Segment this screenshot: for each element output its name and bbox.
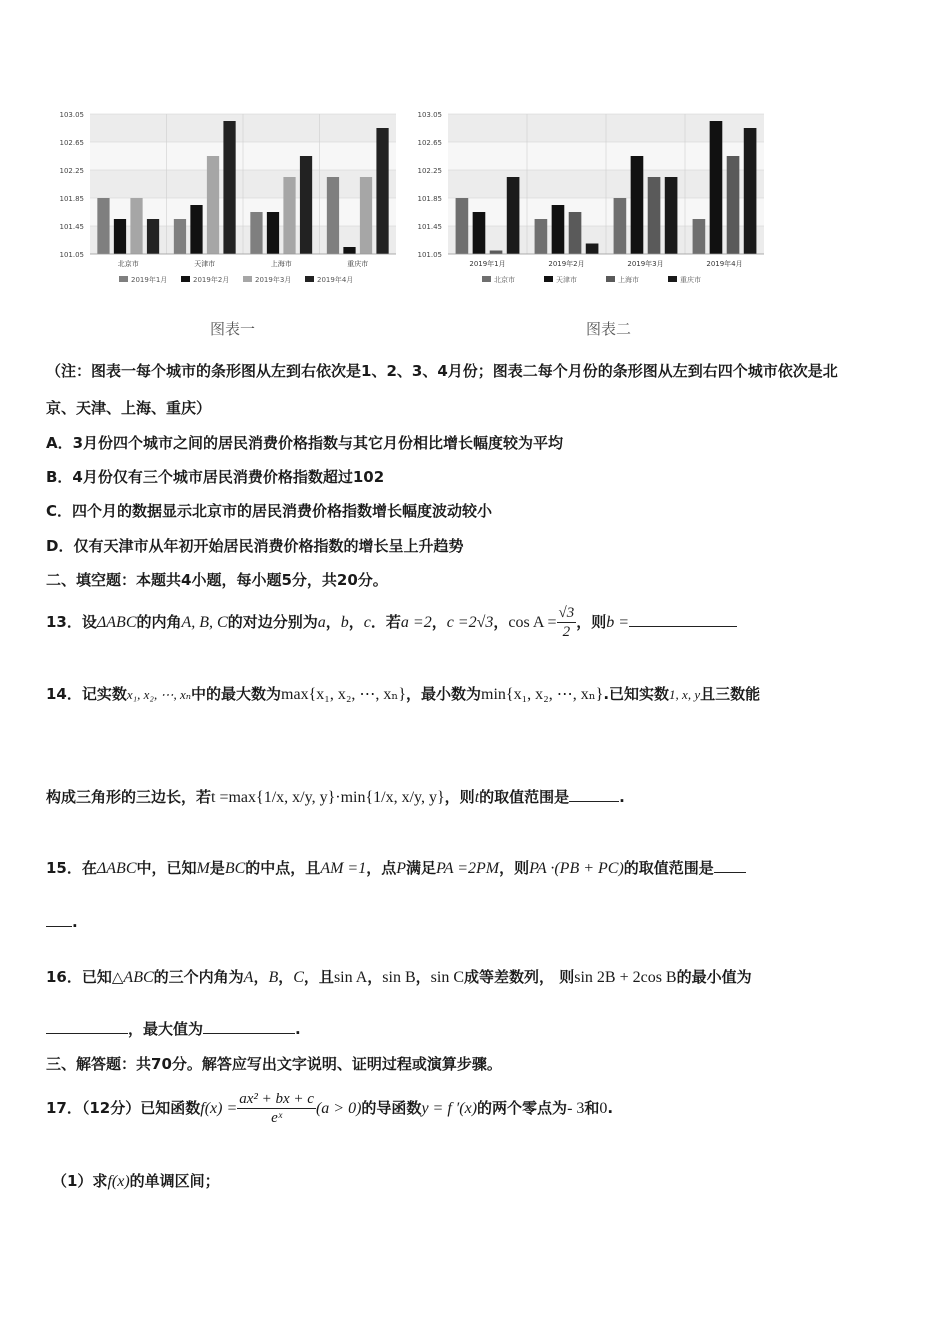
section-three-heading: 三、解答题：共70分。解答应写出文字说明、证明过程或演算步骤。 — [46, 1055, 502, 1073]
q15-p: P — [396, 860, 407, 877]
option-d: D．仅有天津市从年初开始居民消费价格指数的增长呈上升趋势 — [46, 537, 464, 555]
q14-text: 中的最大数为 — [191, 685, 282, 703]
q13-label: 13．设 — [46, 613, 97, 631]
legend-swatch — [668, 276, 677, 282]
question-17 — [46, 1090, 613, 1127]
y-tick-label: 102.65 — [417, 139, 442, 147]
q16-sin-a: sin A — [333, 969, 368, 986]
legend-swatch — [181, 276, 190, 282]
q16-text: 的三个内角为 — [153, 968, 244, 986]
q13-triangle: ΔABC — [96, 614, 137, 631]
q15-text: ，则 — [499, 859, 530, 877]
q13-b-query: b = — [606, 614, 630, 631]
legend-swatch — [243, 276, 252, 282]
bar — [174, 219, 186, 254]
q15-bc: BC — [224, 860, 246, 877]
q15-label: 15．在 — [46, 859, 97, 877]
chart-two — [408, 108, 770, 290]
bar — [665, 177, 678, 254]
bar — [360, 177, 372, 254]
q15-text: ，点 — [366, 859, 397, 877]
legend-label: 天津市 — [556, 276, 577, 284]
legend-swatch — [482, 276, 491, 282]
q13-condition-a: a =2 — [400, 614, 432, 631]
question-14-cont: 构成三角形的三边长，若t =max{1/x, x/y, y}·min{1/x, x/y, y}，则t的取值范围是 . — [46, 788, 625, 806]
q13-answer-blank[interactable] — [629, 612, 737, 627]
x-tick-label: 2019年4月 — [706, 260, 743, 268]
q17-numerator: ax² + bx + c — [239, 1091, 314, 1107]
y-tick-label: 101.05 — [59, 251, 84, 259]
q15-text: 的取值范围是 — [623, 859, 714, 877]
chart-two-svg — [408, 108, 770, 290]
option-b: B．4月份仅有三个城市居民消费价格指数超过102 — [46, 468, 385, 486]
bar — [490, 251, 503, 255]
x-tick-label: 重庆市 — [347, 260, 369, 268]
legend-swatch — [544, 276, 553, 282]
chart-one-caption: 图表一 — [210, 320, 256, 338]
q13-angles: A, B, C — [181, 614, 228, 631]
q15-m: M — [196, 860, 210, 877]
y-tick-label: 101.85 — [59, 195, 84, 203]
bar — [250, 212, 262, 254]
y-tick-label: 101.85 — [417, 195, 442, 203]
q17-text: . — [607, 1099, 614, 1117]
q13-numerator: √3 — [558, 605, 575, 621]
x-tick-label: 上海市 — [270, 260, 292, 268]
q14-min: min{x₁, x₂, ⋯, xₙ} — [481, 686, 604, 703]
x-tick-label: 2019年3月 — [627, 260, 664, 268]
q13-denominator: 2 — [562, 624, 571, 640]
y-tick-label: 101.05 — [417, 251, 442, 259]
bar — [552, 205, 565, 254]
q17-zero-2: 0 — [599, 1100, 608, 1117]
question-16: 16．已知△ABC的三个内角为A，B，C，且sin A，sin B，sin C成等差数列， 则sin 2B + 2cos B的最小值为 — [46, 968, 752, 986]
q16-max-blank[interactable] — [203, 1019, 295, 1034]
bar — [473, 212, 486, 254]
legend-label: 2019年3月 — [255, 276, 292, 284]
chart-two-caption: 图表二 — [586, 320, 632, 338]
x-tick-label: 天津市 — [194, 260, 216, 268]
bar — [147, 219, 159, 254]
q14-text: ，最小数为 — [406, 685, 482, 703]
note-line-1: （注：图表一每个城市的条形图从左到右依次是1、2、3、4月份；图表二每个月份的条形图从左到右四个城市依次是北 — [46, 362, 838, 380]
legend-label: 2019年1月 — [131, 276, 168, 284]
legend-swatch — [606, 276, 615, 282]
legend-label: 2019年4月 — [317, 276, 354, 284]
q16-c: C — [293, 969, 304, 986]
q14-answer-blank[interactable] — [569, 787, 619, 802]
q16-label: 16．已知△ — [46, 968, 124, 986]
q14-label: 14．记实数 — [46, 685, 127, 703]
q17-text: 的导函数 — [361, 1099, 422, 1117]
question-17-part-1 — [52, 1170, 220, 1191]
bar — [343, 247, 355, 254]
q14-vars: 1, x, y — [669, 687, 701, 702]
legend-swatch — [305, 276, 314, 282]
question-14 — [46, 683, 760, 704]
bar — [207, 156, 219, 254]
bar — [114, 219, 126, 254]
q13-cos: cos A = — [508, 614, 557, 631]
y-tick-label: 103.05 — [417, 111, 442, 119]
bar — [631, 156, 644, 254]
bar — [693, 219, 706, 254]
y-tick-label: 102.65 — [59, 139, 84, 147]
q17-part1-fx: f(x) — [107, 1173, 130, 1190]
y-tick-label: 102.25 — [59, 167, 84, 175]
y-tick-label: 102.25 — [417, 167, 442, 175]
legend-label: 2019年2月 — [193, 276, 230, 284]
q17-label: 17．（12分）已知函数 — [46, 1099, 201, 1117]
bar — [569, 212, 582, 254]
q17-fraction — [237, 1090, 316, 1127]
bar — [710, 121, 723, 254]
q14-reals: x₁, x₂, ⋯, xₙ — [126, 687, 191, 702]
q16-text: ，且 — [303, 968, 334, 986]
q16-expression: sin 2B + 2cos B — [574, 969, 677, 986]
q13-text: 的对边分别为 — [227, 613, 318, 631]
q14-text: 的取值范围是 — [479, 788, 570, 806]
bar — [586, 244, 599, 255]
legend-label: 北京市 — [494, 276, 515, 284]
q16-text: 的最小值为 — [676, 968, 752, 986]
note-line-2: 京、天津、上海、重庆） — [46, 399, 212, 417]
bar — [744, 128, 757, 254]
legend-swatch — [119, 276, 128, 282]
q13-side-a: a — [317, 614, 326, 631]
q14-text: ，则 — [444, 788, 475, 806]
bar — [507, 177, 520, 254]
q17-part1-label: （1）求 — [52, 1172, 108, 1190]
bar — [283, 177, 295, 254]
bar — [190, 205, 202, 254]
q17-condition: (a > 0) — [315, 1100, 362, 1117]
chart-one-svg — [50, 108, 402, 290]
q17-fx: f(x) = — [200, 1100, 238, 1117]
q16-min-blank[interactable] — [46, 1019, 128, 1034]
legend-label: 重庆市 — [680, 276, 701, 284]
legend-label: 上海市 — [618, 276, 639, 284]
q15-pa: PA =2PM — [436, 860, 500, 877]
q14-max: max{x₁, x₂, ⋯, xₙ} — [281, 686, 406, 703]
q15-answer-blank-cont[interactable] — [46, 912, 72, 927]
q17-part1-text: 的单调区间； — [129, 1172, 220, 1190]
q13-side-c: c — [363, 614, 371, 631]
x-tick-label: 2019年1月 — [469, 260, 506, 268]
bar — [535, 219, 548, 254]
q15-text: 是 — [209, 859, 225, 877]
q17-derivative: y = f ′(x) — [421, 1100, 478, 1117]
x-tick-label: 北京市 — [117, 260, 139, 268]
q17-text: 和 — [584, 1099, 600, 1117]
y-tick-label: 103.05 — [59, 111, 84, 119]
option-c: C．四个月的数据显示北京市的居民消费价格指数增长幅度波动较小 — [46, 502, 493, 520]
q13-fraction — [557, 604, 577, 641]
question-15 — [46, 857, 746, 878]
q14-t: t — [474, 789, 480, 806]
q15-text: 中，已知 — [136, 859, 197, 877]
option-a: A．3月份四个城市之间的居民消费价格指数与其它月份相比增长幅度较为平均 — [46, 434, 564, 452]
section-two-heading: 二、填空题：本题共4小题，每小题5分，共20分。 — [46, 571, 388, 589]
q16-text: 成等差数列， 则 — [464, 968, 575, 986]
q15-am: AM =1 — [320, 860, 367, 877]
q13-side-b: b — [340, 614, 349, 631]
bar — [327, 177, 339, 254]
q15-text: 的中点，且 — [245, 859, 321, 877]
q16-a: A — [243, 969, 254, 986]
bar — [300, 156, 312, 254]
q17-zero-1: - 3 — [567, 1100, 585, 1117]
bar — [456, 198, 469, 254]
q13-condition-c: c =2√3 — [446, 614, 494, 631]
q14-text: 且三数能 — [700, 685, 761, 703]
bar — [376, 128, 388, 254]
q15-text: 满足 — [406, 859, 437, 877]
bar — [727, 156, 740, 254]
bar — [223, 121, 235, 254]
q15-vector-expression: PA ·(PB + PC) — [529, 860, 624, 877]
chart-one — [50, 108, 402, 290]
q16-b: B — [268, 969, 279, 986]
bar — [614, 198, 627, 254]
q17-text: 的两个零点为 — [477, 1099, 568, 1117]
bar — [97, 198, 109, 254]
bar — [648, 177, 661, 254]
q14-text: 构成三角形的三边长，若 — [46, 788, 212, 806]
q16-sin-c: sin C — [430, 969, 464, 986]
question-13: 13．设ΔABC的内角A, B, C的对边分别为a，b，c．若a =2，c =2√3，cos A = $\frac{√3}{2}$ ，则b = — [46, 604, 737, 641]
y-tick-label: 101.45 — [59, 223, 84, 231]
q13-text: ，则 — [576, 613, 607, 631]
q15-answer-blank[interactable] — [714, 858, 746, 873]
q13-text: ．若 — [370, 613, 401, 631]
q17-denominator: eˣ — [271, 1110, 283, 1126]
q14-text: .已知实数 — [603, 685, 670, 703]
bar — [267, 212, 279, 254]
x-tick-label: 2019年2月 — [548, 260, 585, 268]
q16-sin-b: sin B — [382, 969, 416, 986]
y-tick-label: 101.45 — [417, 223, 442, 231]
q16-abc: ABC — [123, 969, 154, 986]
q16-text: ，最大值为 — [128, 1020, 204, 1038]
bar — [130, 198, 142, 254]
question-15-cont: . — [46, 912, 78, 931]
q15-triangle: ΔABC — [96, 860, 137, 877]
q13-text: 的内角 — [136, 613, 182, 631]
question-16-cont: ，最大值为 . — [46, 1018, 301, 1039]
q14-t-expression: t =max{1/x, x/y, y}·min{1/x, x/y, y} — [211, 789, 445, 806]
